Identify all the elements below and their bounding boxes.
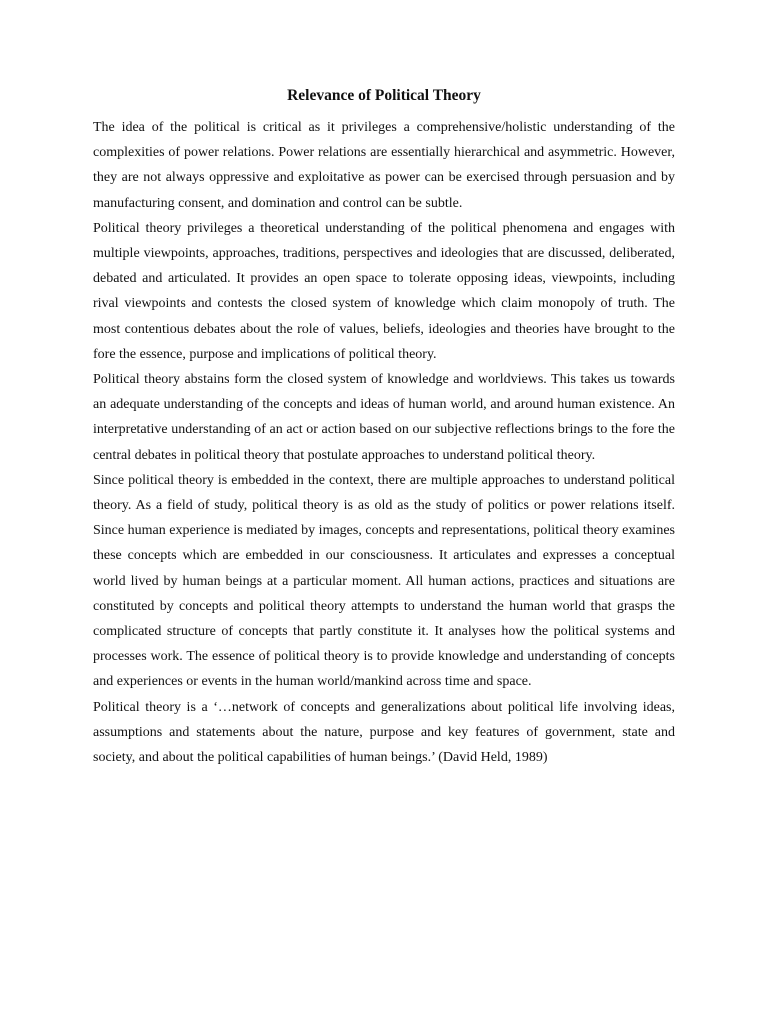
document-body bbox=[93, 115, 675, 770]
document-title: Relevance of Political Theory bbox=[287, 87, 481, 104]
paragraph-approaches: Since political theory is embedded in the context, there are multiple approaches to understand political theory. As a field of study, political theory is as old as the study of politics or power relations itself. Since human experience is mediated by images, concepts and representations, political theory examines these concepts which are embedded in our consciousness. It articulates and expresses a conceptual world lived by human beings at a particular moment. All human actions, practices and situations are constituted by concepts and political theory attempts to understand the human world that grasps the complicated structure of concepts that partly constitute it. It analyses how the political systems and processes work. The essence of political theory is to provide knowledge and understanding of concepts and experiences or events in the human world/mankind across time and space. bbox=[93, 472, 675, 690]
paragraph-closed-system: Political theory abstains form the closed system of knowledge and worldviews. This takes us towards an adequate understanding of the concepts and ideas of human world, and around human existence. An interpretative understanding of an act or action based on our subjective reflections brings to the fore the central debates in political theory that postulate approaches to understand political theory. bbox=[93, 372, 675, 463]
paragraph-viewpoints: Political theory privileges a theoretical understanding of the political phenomena and engages with multiple viewpoints, approaches, traditions, perspectives and ideologies that are discussed, deliberated, debated and articulated. It provides an open space to tolerate opposing ideas, viewpoints, including rival viewpoints and contests the closed system of knowledge which claim monopoly of truth. The most contentious debates about the role of values, beliefs, ideologies and theories have brought to the fore the essence, purpose and implications of political theory. bbox=[93, 220, 675, 362]
paragraph-held-quote: Political theory is a ‘…network of concepts and generalizations about political life involving ideas, assumptions and statements about the nature, purpose and key features of government, state and society, and about the political capabilities of human beings.’ (David Held, 1989) bbox=[93, 699, 675, 766]
paragraph-power-relations: The idea of the political is critical as it privileges a comprehensive/holistic understanding of the complexities of power relations. Power relations are essentially hierarchical and asymmetric. However, they are not always oppressive and exploitative as power can be exercised through persuasion and by manufacturing consent, and domination and control can be subtle. bbox=[93, 120, 675, 211]
